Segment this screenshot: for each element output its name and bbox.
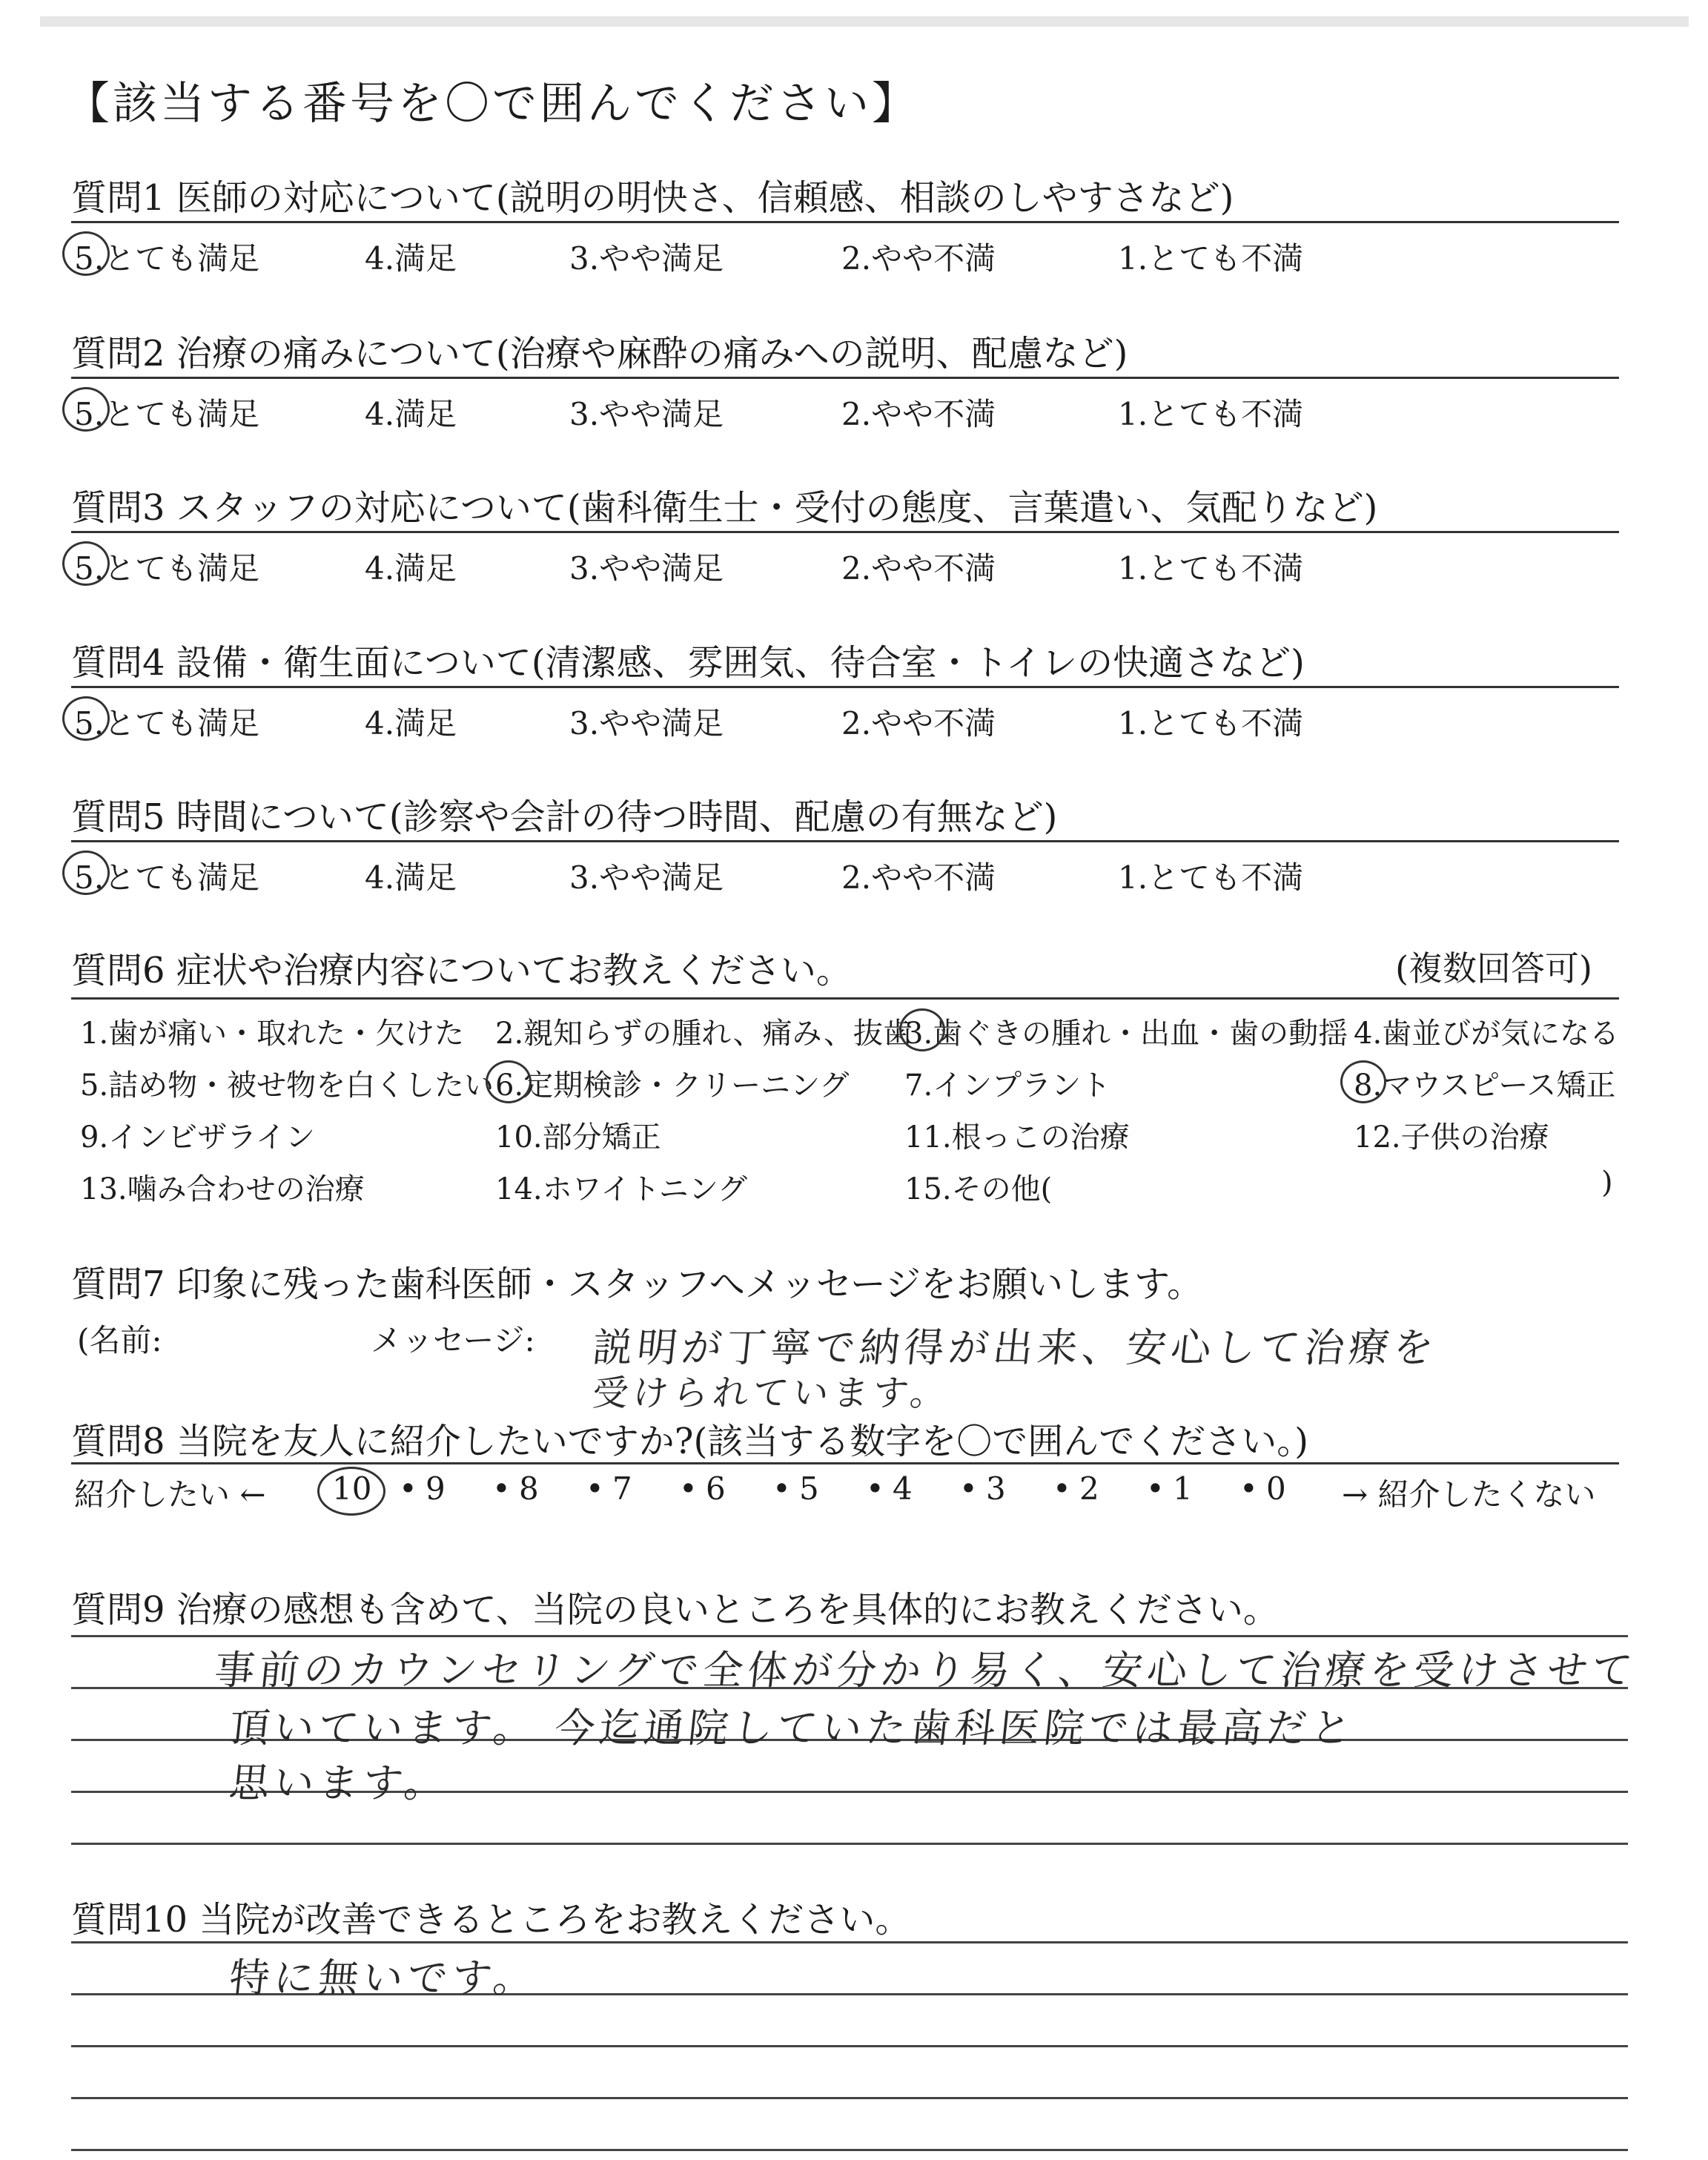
q4-title: 質問4 設備・衛生面について(清潔感、雰囲気、待合室・トイレの快適さなど)	[71, 642, 1305, 684]
q3-title: 質問3 スタッフの対応について(歯科衛生士・受付の態度、言葉遣い、気配りなど)	[71, 487, 1378, 529]
q5-option[interactable]: 1.とても不満	[1118, 859, 1304, 896]
q6-option[interactable]: 2.親知らずの腫れ、痛み、抜歯	[495, 1017, 913, 1051]
q5-option[interactable]: 2.やや不満	[841, 859, 996, 896]
q6-selection-circle	[899, 1008, 945, 1051]
q8-scale-dot: •	[1146, 1470, 1165, 1507]
q8-scale-dot: •	[1239, 1470, 1258, 1507]
q6-option[interactable]: 4.歯並びが気になる	[1354, 1017, 1620, 1051]
q4-option[interactable]: 2.やや不満	[841, 705, 996, 742]
q5-option[interactable]: 5.とても満足	[74, 859, 260, 896]
q6-option[interactable]: 7.インプラント	[904, 1069, 1111, 1103]
q10-answer-line1: 特に無いです。	[227, 1955, 540, 2001]
q10-line	[71, 2045, 1628, 2047]
q6-option[interactable]: 12.子供の治療	[1354, 1120, 1549, 1155]
scan-top-edge	[40, 16, 1689, 27]
q4-rule	[71, 686, 1619, 688]
q9-line	[71, 1843, 1628, 1845]
q8-scale-number[interactable]: 2	[1079, 1470, 1099, 1507]
q6-note: (複数回答可)	[1395, 948, 1592, 988]
q6-option[interactable]: 5.詰め物・被せ物を白くしたい	[80, 1069, 494, 1103]
q9-answer-line2: 頂いています。 今迄通院していた歯科医院では最高だと	[227, 1705, 1358, 1751]
q1-option[interactable]: 5.とても満足	[74, 240, 260, 277]
q8-scale-dot: •	[866, 1470, 884, 1507]
q6-option[interactable]: 15.その他(	[904, 1172, 1053, 1206]
q6-title: 質問6 症状や治療内容についてお教えください。	[71, 950, 852, 991]
q8-scale-dot: •	[1053, 1470, 1071, 1507]
q6-option[interactable]: 14.ホワイトニング	[495, 1172, 748, 1206]
q2-selection-circle	[62, 387, 110, 432]
q8-scale-dot: •	[586, 1470, 604, 1507]
q2-title: 質問2 治療の痛みについて(治療や麻酔の痛みへの説明、配慮など)	[71, 333, 1128, 374]
q8-title: 質問8 当院を友人に紹介したいですか?(該当する数字を〇で囲んでください。)	[71, 1421, 1308, 1462]
q6-rule	[71, 997, 1619, 1000]
q8-scale-number[interactable]: 8	[519, 1470, 539, 1507]
q9-line	[71, 1635, 1628, 1637]
q8-scale-number[interactable]: 1	[1173, 1470, 1193, 1507]
q10-line	[71, 1941, 1628, 1943]
q4-option[interactable]: 3.やや満足	[569, 705, 724, 742]
q2-option[interactable]: 5.とても満足	[74, 396, 260, 432]
page-heading: 【該当する番号を〇で囲んでください】	[65, 78, 919, 130]
q1-rule	[71, 221, 1619, 223]
q2-option[interactable]: 3.やや満足	[569, 396, 724, 432]
q10-title: 質問10 当院が改善できるところをお教えください。	[71, 1899, 911, 1941]
q5-option[interactable]: 3.やや満足	[569, 859, 724, 896]
q7-name-label: (名前:	[77, 1322, 162, 1358]
q8-scale-number[interactable]: 10	[332, 1470, 372, 1507]
q8-scale-number[interactable]: 9	[426, 1470, 446, 1507]
q5-selection-circle	[62, 851, 110, 895]
q8-scale-number[interactable]: 5	[799, 1470, 819, 1507]
q3-option[interactable]: 4.満足	[365, 550, 457, 587]
q3-option[interactable]: 1.とても不満	[1118, 550, 1304, 587]
q1-option[interactable]: 3.やや満足	[569, 240, 724, 277]
q8-scale-number[interactable]: 3	[986, 1470, 1006, 1507]
q6-option[interactable]: )	[1601, 1166, 1613, 1200]
q8-scale-number[interactable]: 0	[1266, 1470, 1286, 1507]
q8-right-label: → 紹介したくない	[1342, 1476, 1596, 1513]
q5-option[interactable]: 4.満足	[365, 859, 457, 896]
q10-line	[71, 2097, 1628, 2099]
q9-answer-line3: 思います。	[227, 1760, 451, 1806]
q9-title: 質問9 治療の感想も含めて、当院の良いところを具体的にお教えください。	[71, 1589, 1279, 1631]
q2-option[interactable]: 2.やや不満	[841, 396, 996, 432]
q6-option[interactable]: 13.噛み合わせの治療	[80, 1172, 365, 1206]
q8-scale-dot: •	[399, 1470, 417, 1507]
q6-selection-circle	[486, 1060, 532, 1103]
q7-message-label: メッセージ:	[371, 1322, 535, 1358]
q3-selection-circle	[62, 541, 110, 586]
q1-selection-circle	[62, 231, 110, 276]
q3-rule	[71, 531, 1619, 533]
q4-option[interactable]: 4.満足	[365, 705, 457, 742]
q1-option[interactable]: 2.やや不満	[841, 240, 996, 277]
q5-rule	[71, 840, 1619, 842]
q6-option[interactable]: 3.歯ぐきの腫れ・出血・歯の動揺	[904, 1017, 1348, 1051]
q2-option[interactable]: 4.満足	[365, 396, 457, 432]
q9-answer-line1: 事前のカウンセリングで全体が分かり易く、安心して治療を受けさせて	[212, 1647, 1639, 1694]
q2-rule	[71, 377, 1619, 379]
q6-option[interactable]: 6.定期検診・クリーニング	[495, 1069, 850, 1103]
q6-option[interactable]: 9.インビザライン	[80, 1120, 315, 1155]
q1-option[interactable]: 4.満足	[365, 240, 457, 277]
q8-scale-dot: •	[492, 1470, 511, 1507]
q7-message-line2: 受けられています。	[590, 1373, 953, 1414]
q8-selection-circle	[317, 1467, 385, 1516]
q8-scale-number[interactable]: 4	[893, 1470, 913, 1507]
q8-scale-number[interactable]: 6	[706, 1470, 726, 1507]
q1-option[interactable]: 1.とても不満	[1118, 240, 1304, 277]
q8-scale-dot: •	[959, 1470, 978, 1507]
q8-left-label: 紹介したい ←	[74, 1476, 266, 1513]
q2-option[interactable]: 1.とても不満	[1118, 396, 1304, 432]
q4-selection-circle	[62, 696, 110, 741]
q8-scale-dot: •	[679, 1470, 698, 1507]
q3-option[interactable]: 5.とても満足	[74, 550, 260, 587]
q1-title: 質問1 医師の対応について(説明の明快さ、信頼感、相談のしやすさなど)	[71, 177, 1234, 219]
q6-selection-circle	[1340, 1060, 1386, 1103]
q7-title: 質問7 印象に残った歯科医師・スタッフへメッセージをお願いします。	[71, 1264, 1203, 1305]
q6-option[interactable]: 11.根っこの治療	[904, 1120, 1130, 1155]
q4-option[interactable]: 1.とても不満	[1118, 705, 1304, 742]
q10-line	[71, 2149, 1628, 2151]
q4-option[interactable]: 5.とても満足	[74, 705, 260, 742]
q6-option[interactable]: 1.歯が痛い・取れた・欠けた	[80, 1017, 465, 1051]
q5-title: 質問5 時間について(診察や会計の待つ時間、配慮の有無など)	[71, 796, 1058, 838]
q6-option[interactable]: 8.マウスピース矯正	[1354, 1069, 1616, 1103]
q8-scale-dot: •	[772, 1470, 791, 1507]
q3-option[interactable]: 2.やや不満	[841, 550, 996, 587]
q6-option[interactable]: 10.部分矯正	[495, 1120, 661, 1155]
q7-message-line1: 説明が丁寧で納得が出来、安心して治療を	[590, 1324, 1440, 1371]
q8-rule	[71, 1462, 1619, 1464]
q8-scale-number[interactable]: 7	[612, 1470, 632, 1507]
q3-option[interactable]: 3.やや満足	[569, 550, 724, 587]
